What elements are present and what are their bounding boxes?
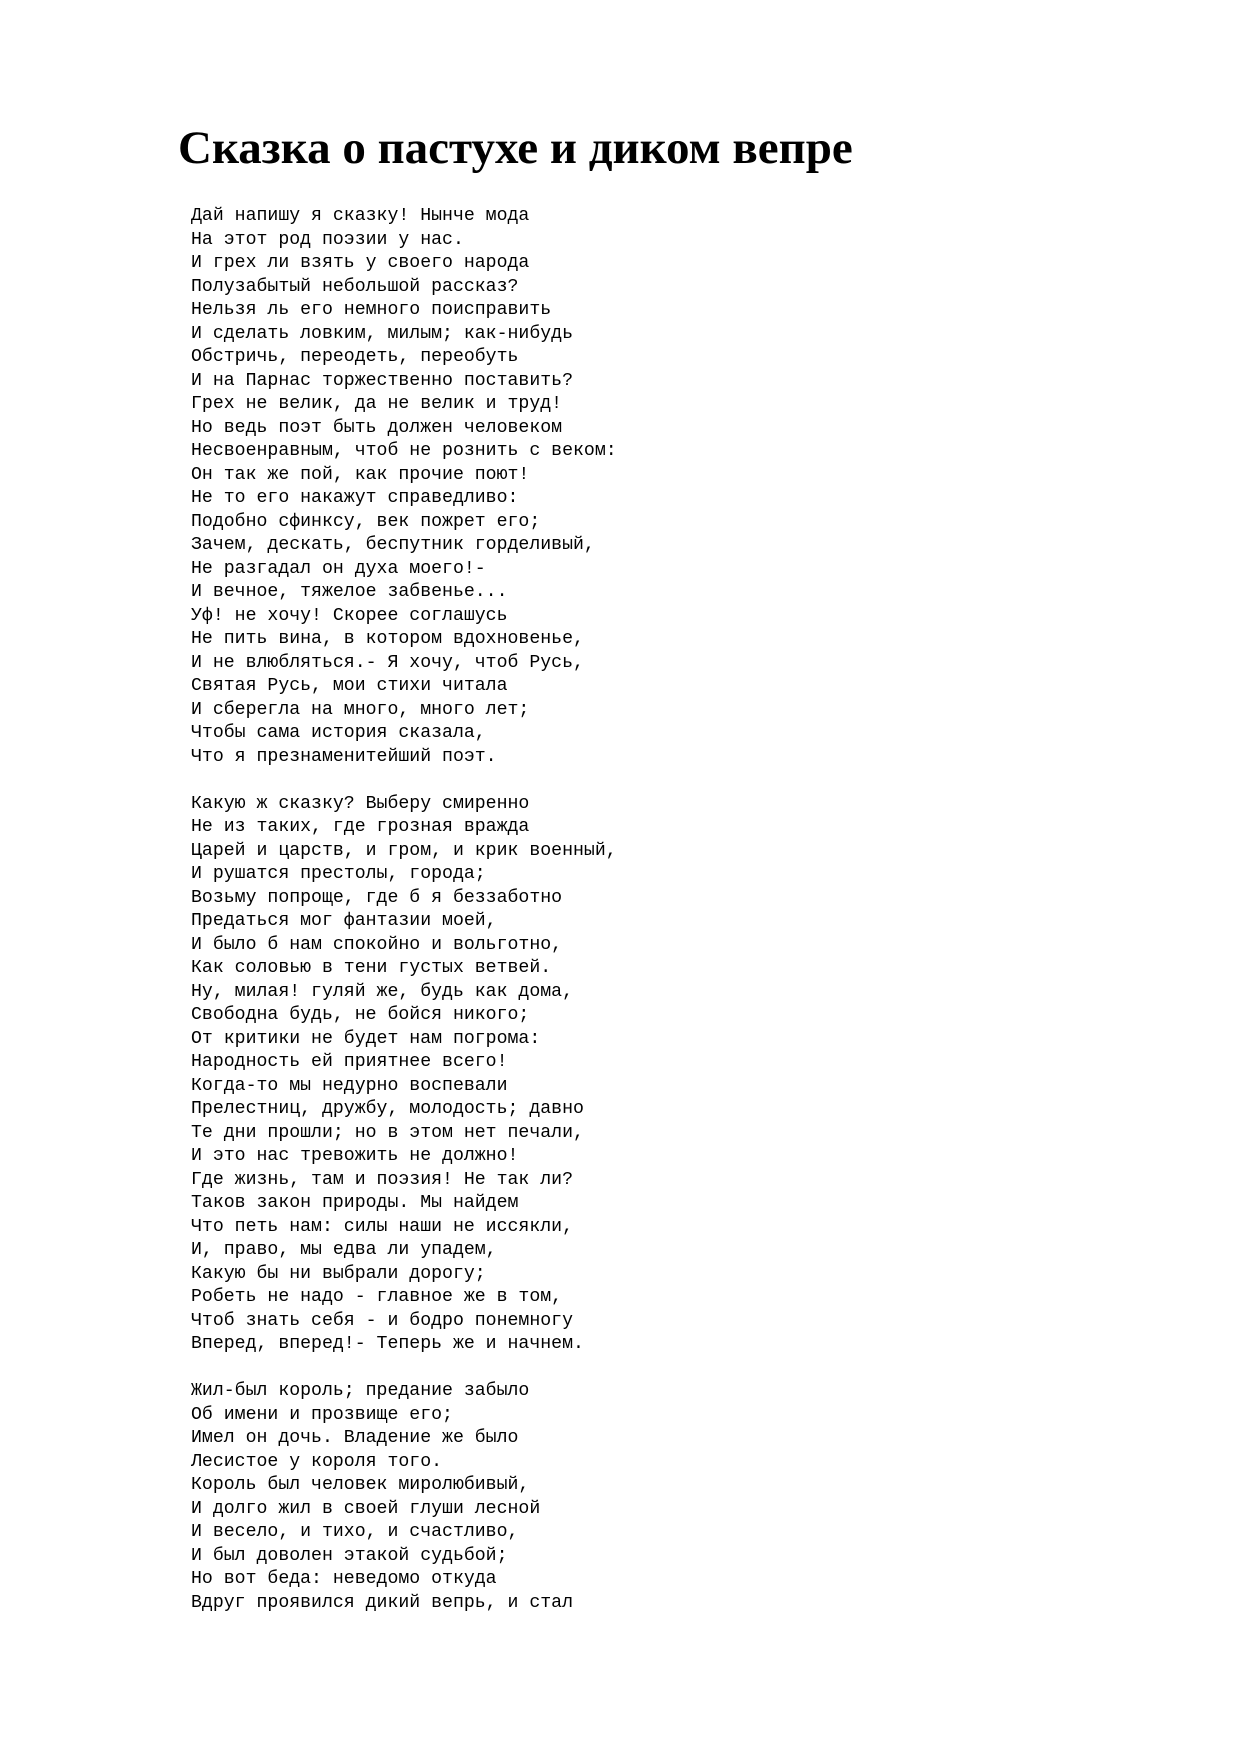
poem-line: Жил-был король; предание забыло bbox=[191, 1381, 530, 1401]
poem-line: Царей и царств, и гром, и крик военный, bbox=[191, 840, 617, 861]
poem-line: И сберегла на много, много лет; bbox=[191, 699, 530, 720]
poem-line: И грех ли взять у своего народа bbox=[191, 253, 530, 273]
poem-line: И не влюбляться.- Я хочу, чтоб Русь, bbox=[191, 652, 584, 673]
poem-line: Святая Русь, мои стихи читала bbox=[191, 676, 508, 696]
poem-stanza bbox=[191, 1380, 617, 1615]
poem-line: И вечное, тяжелое забвенье... bbox=[191, 582, 508, 602]
poem-line: Какую бы ни выбрали дорогу; bbox=[191, 1263, 486, 1284]
poem-line: Какую ж сказку? Выберу смиренно bbox=[191, 793, 530, 814]
poem-line: Те дни прошли; но в этом нет печали, bbox=[191, 1122, 584, 1143]
poem-line: И был доволен этакой судьбой; bbox=[191, 1545, 508, 1566]
poem-line: Чтобы сама история сказала, bbox=[191, 723, 486, 743]
poem-line: Что я презнаменитейший поэт. bbox=[191, 746, 497, 767]
poem-line: И весело, и тихо, и счастливо, bbox=[191, 1522, 519, 1542]
poem-line: Что петь нам: силы наши не иссякли, bbox=[191, 1216, 573, 1237]
poem-line: На этот род поэзии у нас. bbox=[191, 229, 464, 250]
poem-line: Таков закон природы. Мы найдем bbox=[191, 1193, 519, 1213]
poem-line: И это нас тревожить не должно! bbox=[191, 1146, 519, 1166]
poem-line: И на Парнас торжественно поставить? bbox=[191, 370, 573, 391]
poem-line: Вперед, вперед!- Теперь же и начнем. bbox=[191, 1334, 584, 1354]
poem-line: Но вот беда: неведомо откуда bbox=[191, 1569, 497, 1589]
poem-line: И, право, мы едва ли упадем, bbox=[191, 1240, 497, 1260]
poem-line: Король был человек миролюбивый, bbox=[191, 1475, 530, 1495]
poem-line: Вдруг проявился дикий вепрь, и стал bbox=[191, 1592, 573, 1613]
poem-stanza bbox=[191, 205, 617, 769]
poem-line: Не то его накажут справедливо: bbox=[191, 488, 519, 508]
poem-line: От критики не будет нам погрома: bbox=[191, 1028, 541, 1049]
poem-line: Чтоб знать себя - и бодро понемногу bbox=[191, 1310, 573, 1331]
poem-line: Несвоенравным, чтоб не рознить с веком: bbox=[191, 441, 617, 461]
poem-line: И рушатся престолы, города; bbox=[191, 864, 486, 884]
poem-line: И сделать ловким, милым; как-нибудь bbox=[191, 323, 573, 344]
poem-line: Свободна будь, не бойся никого; bbox=[191, 1005, 530, 1025]
poem-line: Народность ей приятнее всего! bbox=[191, 1052, 508, 1072]
poem-line: Но ведь поэт быть должен человеком bbox=[191, 417, 563, 438]
poem-line: Дай напишу я сказку! Нынче мода bbox=[191, 206, 530, 226]
poem-line: Имел он дочь. Владение же было bbox=[191, 1428, 519, 1448]
page-title: Сказка о пастухе и диком вепре bbox=[178, 122, 853, 174]
poem-line: Прелестниц, дружбу, молодость; давно bbox=[191, 1099, 584, 1119]
poem-line: Полузабытый небольшой рассказ? bbox=[191, 276, 519, 297]
poem-line: И долго жил в своей глуши лесной bbox=[191, 1498, 541, 1519]
poem-line: Грех не велик, да не велик и труд! bbox=[191, 394, 563, 414]
poem-line: Об имени и прозвище его; bbox=[191, 1404, 453, 1425]
poem-line: Лесистое у короля того. bbox=[191, 1451, 443, 1472]
poem-line: Когда-то мы недурно воспевали bbox=[191, 1075, 508, 1096]
poem-line: Уф! не хочу! Скорее соглашусь bbox=[191, 605, 508, 626]
poem-line: Ну, милая! гуляй же, будь как дома, bbox=[191, 981, 573, 1002]
poem-line: Возьму попроще, где б я беззаботно bbox=[191, 887, 563, 908]
poem-line: Обстричь, переодеть, переобуть bbox=[191, 347, 519, 367]
poem-line: Где жизнь, там и поэзия! Не так ли? bbox=[191, 1169, 573, 1190]
poem-line: И было б нам спокойно и вольготно, bbox=[191, 934, 563, 955]
poem-line: Зачем, дескать, беспутник горделивый, bbox=[191, 535, 595, 555]
poem-line: Как соловью в тени густых ветвей. bbox=[191, 958, 552, 978]
poem-line: Подобно сфинксу, век пожрет его; bbox=[191, 511, 541, 532]
poem-line: Не из таких, где грозная вражда bbox=[191, 817, 530, 837]
poem-line: Нельзя ль его немного поисправить bbox=[191, 300, 552, 320]
poem-body bbox=[191, 205, 617, 1639]
poem-line: Он так же пой, как прочие поют! bbox=[191, 464, 530, 485]
poem-line: Предаться мог фантазии моей, bbox=[191, 911, 497, 931]
poem-stanza bbox=[191, 793, 617, 1357]
poem-line: Робеть не надо - главное же в том, bbox=[191, 1287, 563, 1307]
poem-line: Не пить вина, в котором вдохновенье, bbox=[191, 629, 584, 649]
poem-line: Не разгадал он духа моего!- bbox=[191, 558, 486, 579]
